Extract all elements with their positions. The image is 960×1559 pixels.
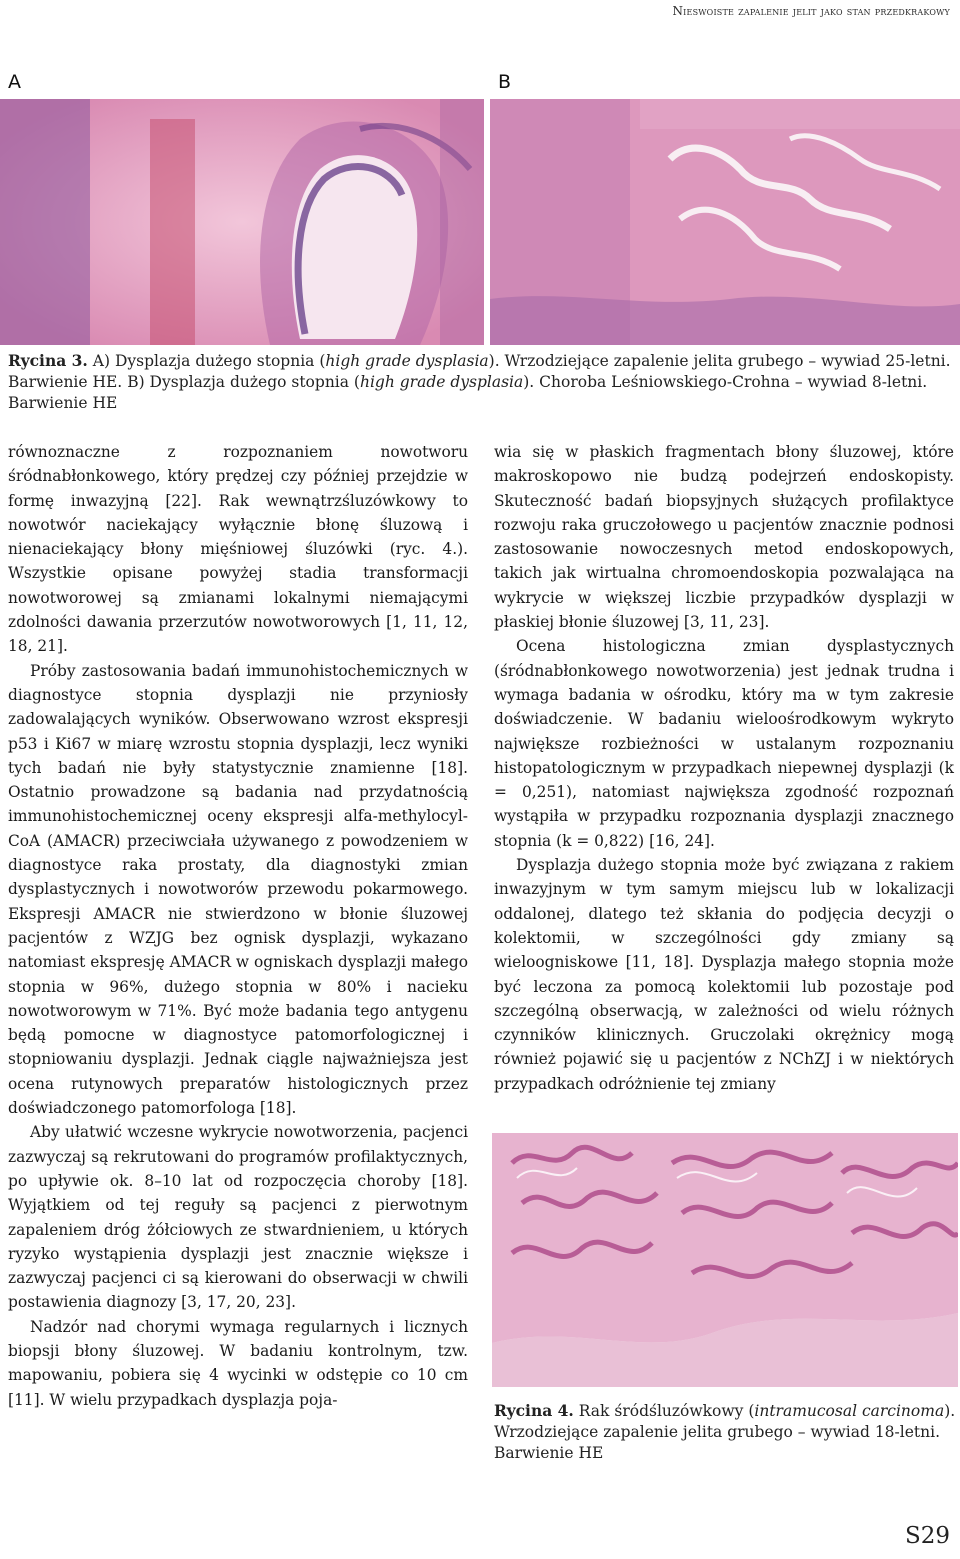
figure-4-caption — [494, 1400, 956, 1464]
histology-image-b — [490, 99, 960, 345]
histology-image-4 — [492, 1133, 958, 1387]
histology-image-a — [0, 99, 484, 345]
paragraph: wia się w płaskich fragmentach błony śluzowej, które makroskopowo nie budzą podejrzeń endoskopisty. Skuteczność badań biopsyjnych służących profilaktyce rozwoju raka gruczołowego u pacjentów znacznie podnosi zastosowanie nowoczesnych metod endoskopowych, takich jak wirtualna chromoendoskopia pozwalająca na wykrycie w większej liczbie przypadków dysplazji w płaskiej błonie śluzowej [3, 11, 23]. — [494, 443, 954, 632]
paragraph: równoznaczne z rozpoznaniem nowotworu śródnabłonkowego, który prędzej czy później przejdzie w formę inwazyjną [22]. Rak wewnątrzśluzówkowy to nowotwór naciekający wyłącznie błonę śluzową i nienaciekający błony mięśniowej śluzówki (ryc. 4.). Wszystkie opisane powyżej stadia transformacji nowotworowej są zmianami lokalnymi niemającymi zdolności dawania przerzutów nowotworowych [1, 11, 12, 18, 21]. — [8, 443, 468, 656]
caption-b-italic: high grade dysplasia — [359, 373, 524, 391]
paragraph: Dysplazja dużego stopnia może być związana z rakiem inwazyjnym w tym samym miejscu lub w lokalizacji oddalonej, dlatego też skłania do podjęcia decyzji o kolektomii, w szczególności gdy zmiany są wieloogniskowe [11, 18]. Dysplazja małego stopnia może być leczona za pomocą kolektomii lub pozostaje pod szczególną obserwacją, w zależności od wielu różnych czynników klinicznych. Gruczolaki okrężnicy mogą również pojawić się u pacjentów z NChZJ i w niektórych przypadkach odróżnienie tej zmiany — [494, 856, 954, 1093]
running-head: Nieswoiste zapalenie jelit jako stan przedkrakowy — [672, 4, 950, 18]
caption-a-rest: ). Wrzodziejące zapalenie jelita grubego – wywiad 25-letni. Barwienie HE. — [8, 352, 951, 391]
figure-4-caption-label: Rycina 4. — [494, 1401, 574, 1420]
panel-b-label: B — [498, 71, 512, 93]
caption-a-italic: high grade dysplasia — [325, 352, 489, 370]
paragraph: Nadzór nad chorymi wymaga regularnych i licznych biopsji błony śluzowej. W badaniu kontrolnym, tzw. mapowaniu, pobiera się 4 wycinki w odstępie co 10 cm [11]. W wielu przypadkach dysplazja poja- — [8, 1317, 468, 1409]
figure-4-caption-italic: intramucosal carcinoma — [754, 1402, 945, 1420]
figure-3-panel-b — [490, 65, 960, 345]
figure-3-caption-label: Rycina 3. — [8, 351, 88, 370]
paragraph: Aby ułatwić wczesne wykrycie nowotworzenia, pacjenci zazwyczaj są rekrutowani do programów profilaktycznych, po upływie ok. 8–10 lat od rozpoczęcia choroby [18]. Wyjątkiem od tej reguły są pacjenci z pierwotnym zapaleniem dróg żółciowych ze stwardnieniem, u których ryzyko wystąpienia dysplazji jest znacznie większe i zazwyczaj pacjenci ci są kierowani do obserwacji w chwili postawienia diagnozy [3, 17, 20, 23]. — [8, 1123, 468, 1312]
paragraph: Próby zastosowania badań immunohistochemicznych w diagnostyce stopnia dysplazji nie przyniosły zadowalających wyników. Obserwowano wzrost ekspresji p53 i Ki67 w miarę wzrostu stopnia dysplazji, lecz wyniki tych badań nie były statystycznie znamienne [18]. Ostatnio prowadzone są badania nad przydatnością immunohistochemicznej oceny ekspresji alfa-methylocyl-CoA (AMACR) przeciwciała używanego z powodzeniem w diagnostyce raka prostaty, dla diagnostyki zmian dysplastycznych i nowotworów przewodu pokarmowego. Ekspresji AMACR nie stwierdzono w błonie śluzowej pacjentów z WZJG bez ognisk dysplazji, wykazano natomiast ekspresję AMACR w ogniskach dysplazji małego stopnia w 96%, dużego stopnia w 80% i nacieku nowotworowym w 71%. Być może badania tego antygenu będą pomocne w diagnostyce patomorfologicznej i stopniowaniu dysplazji. Jednak ciągle najważniejsza jest ocena rutynowych preparatów histologicznych przez doświadczonego patomorfologa [18]. — [8, 661, 468, 1118]
left-column — [8, 440, 468, 1412]
caption-b-text: B) Dysplazja dużego stopnia ( — [127, 373, 360, 391]
figure-3-caption — [8, 350, 953, 414]
page-number: S29 — [904, 1523, 950, 1549]
paragraph: Ocena histologiczna zmian dysplastycznych (śródnabłonkowego nowotworzenia) jest jednak trudna i wymaga badania w ośrodku, który ma w tym zakresie doświadczenie. W badaniu wieloośrodkowym wykryto największe rozbieżności w ustalanym rozpoznaniu histopatologicznym w przypadkach niepewnej dysplazji (k = 0,251), natomiast największa zgodność rozpoznań wystąpiła w przypadku rozpoznania dysplazji znacznego stopnia (k = 0,822) [16, 24]. — [494, 637, 954, 850]
figure-3-panel-a — [0, 65, 484, 345]
caption-a-text: A) Dysplazja dużego stopnia ( — [92, 352, 326, 370]
panel-a-label: A — [8, 71, 21, 93]
figure-4-image — [492, 1133, 958, 1387]
figure-4-caption-text: Rak śródśluzówkowy ( — [578, 1402, 755, 1420]
caption-b-rest: ). Choroba Leśniowskiego-Crohna – wywiad 8-letni. Barwienie HE — [8, 373, 928, 412]
right-column — [494, 440, 954, 1096]
figure-4-caption-rest: ). Wrzodziejące zapalenie jelita grubego – wywiad 18-letni. Barwienie HE — [494, 1402, 956, 1462]
